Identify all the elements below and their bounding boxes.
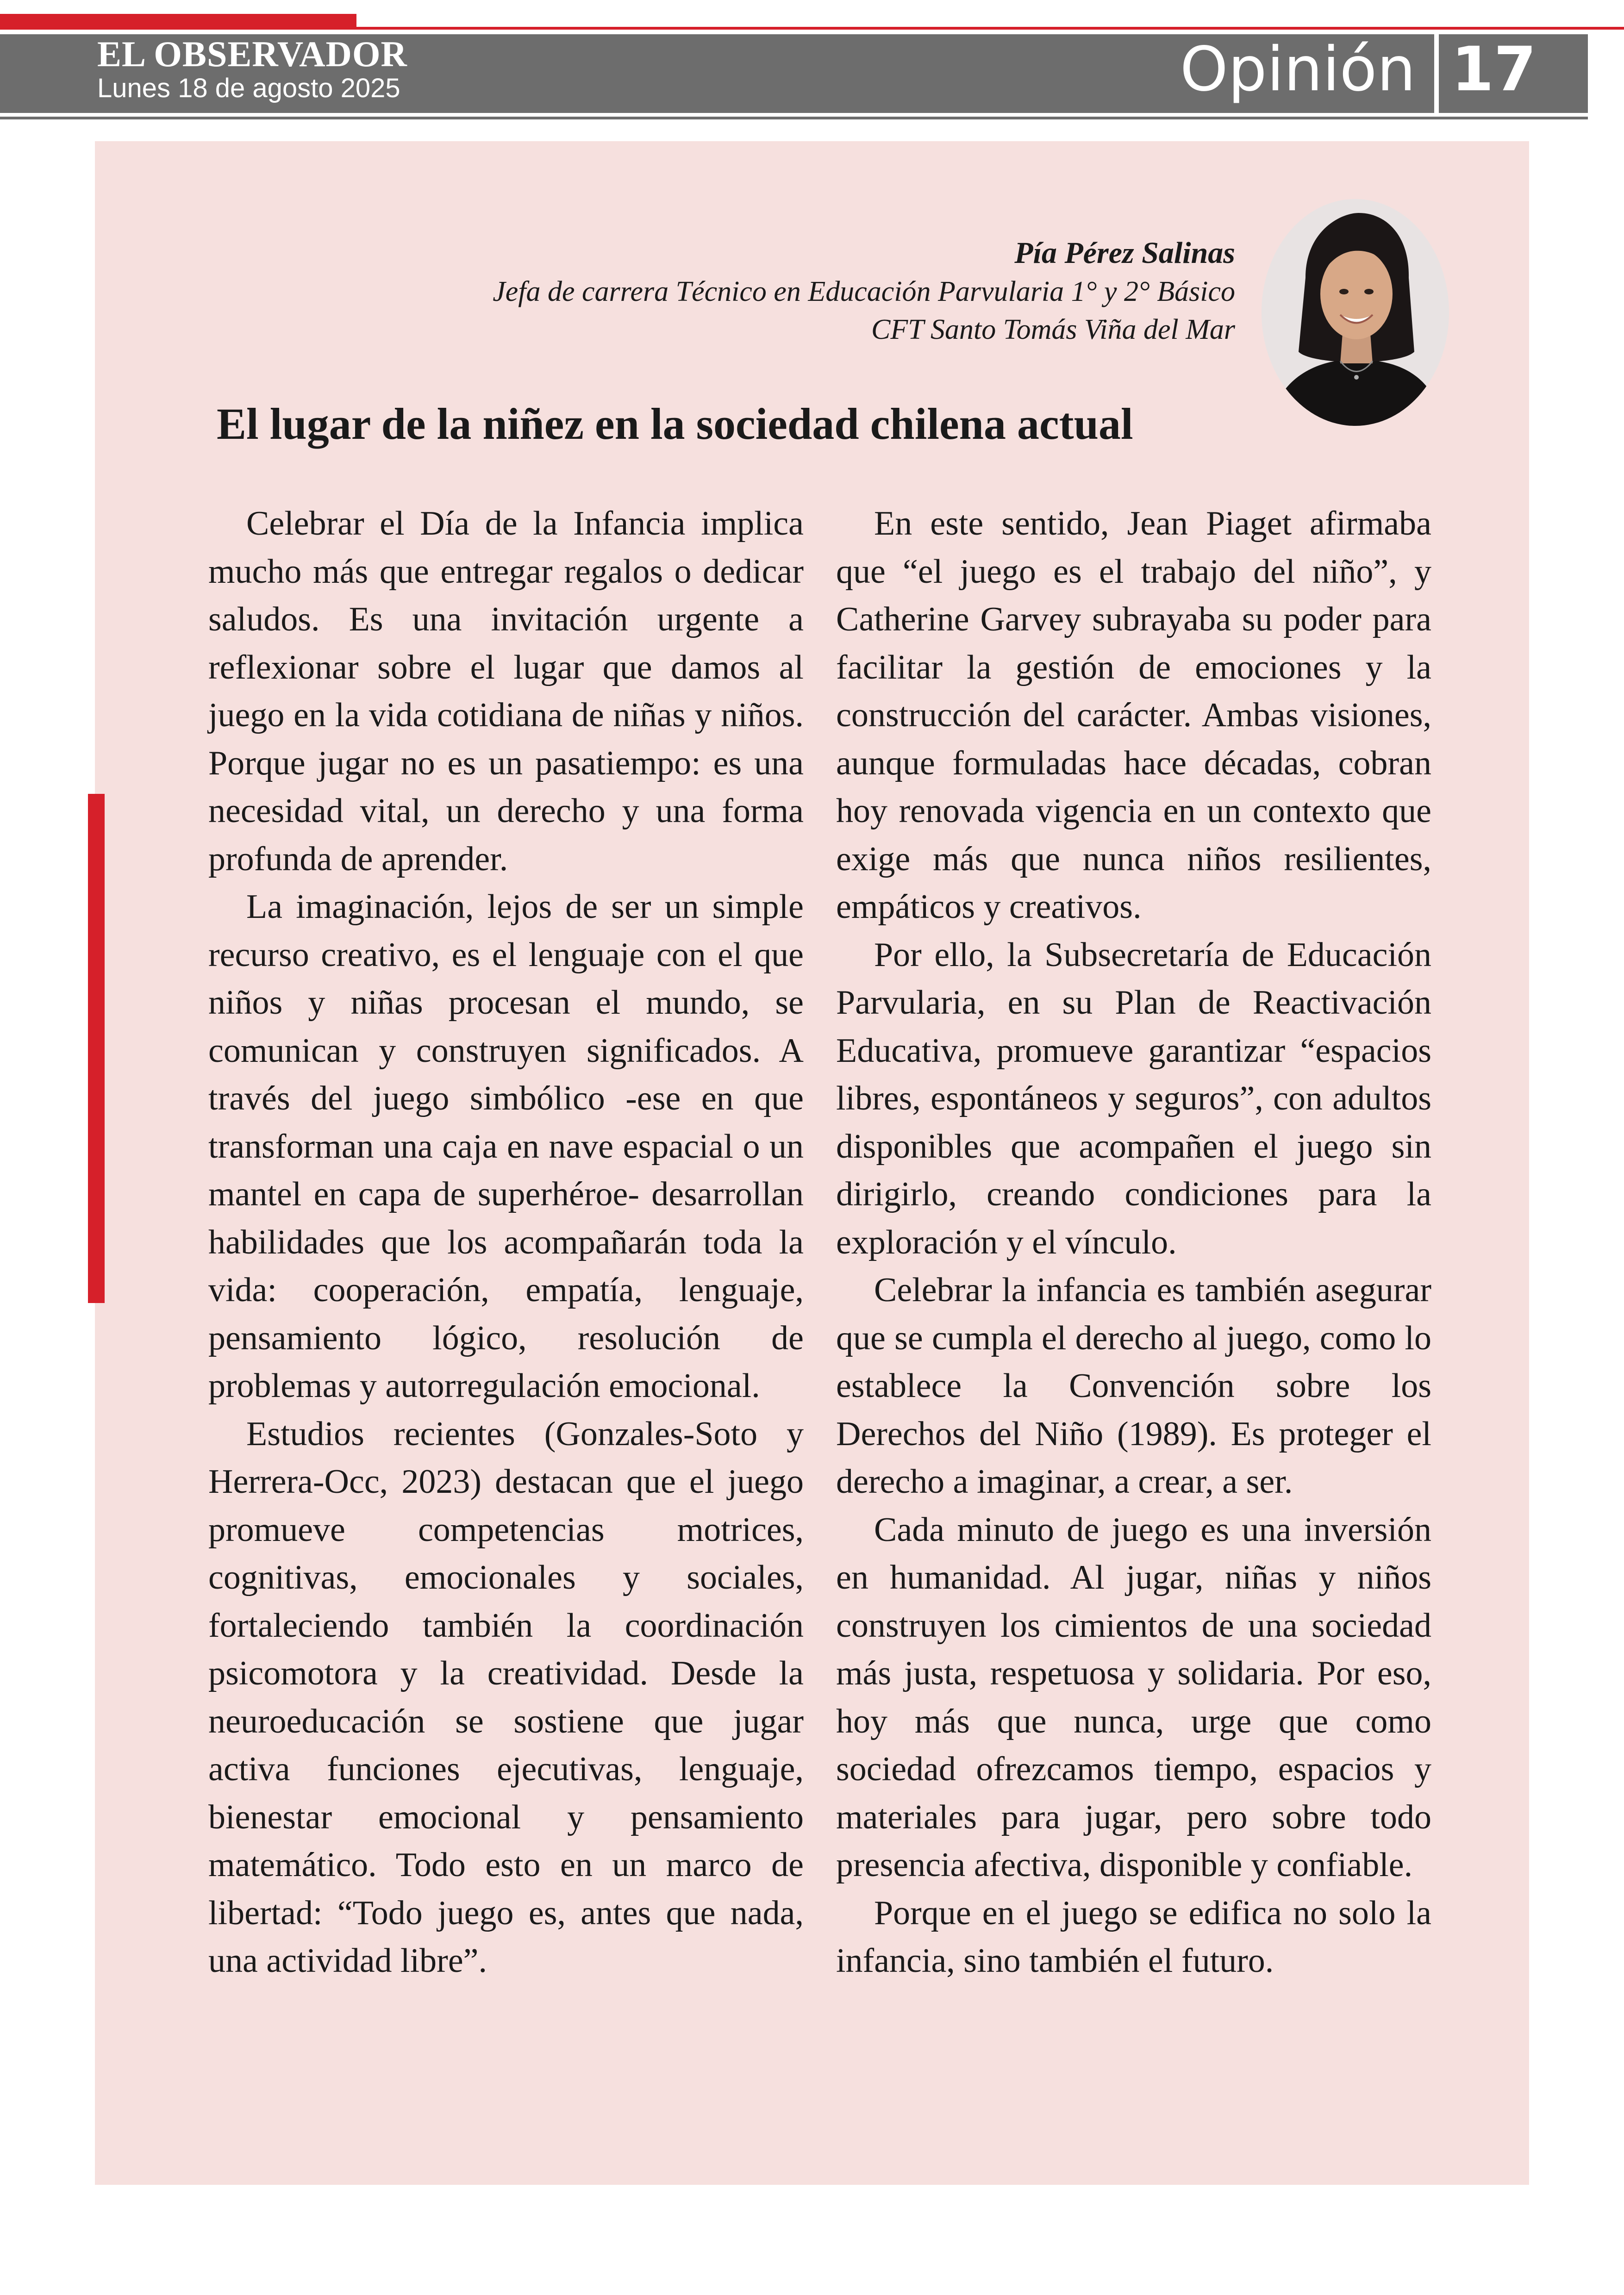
header-divider — [1434, 34, 1439, 113]
article-paragraph: Por ello, la Subsecretaría de Educación Parvularia, en su Plan de Reactivación Educativa, promueve garantizar “espacios libres, espontáneos y seguros”, con adultos disponibles que acompañen el juego sin dirigirlo, creando condiciones para la exploración y el vínculo. — [836, 935, 1431, 1261]
article-paragraph: Celebrar el Día de la Infancia implica mucho más que entregar regalos o dedicar saludos. Es una invitación urgente a reflexionar sobre el lugar que damos al juego en la vida cotidiana de niñas y niños. Porque jugar no es un pasatiempo: es una necesidad vital, un derecho y una forma profunda de aprender. — [208, 505, 804, 878]
section-title: Opinión — [1180, 34, 1416, 105]
article-paragraph: Porque en el juego se edifica no solo la infancia, sino también el futuro. — [836, 1894, 1431, 1980]
article-title: El lugar de la niñez en la sociedad chilena actual — [217, 399, 1133, 449]
author-role: Jefa de carrera Técnico en Educación Parvularia 1° y 2° Básico — [493, 276, 1235, 307]
article-paragraph: Celebrar la infancia es también asegurar que se cumpla el derecho al juego, como lo establece la Convención sobre los Derechos del Niño (1989). Es proteger el derecho a imaginar, a crear, a ser. — [836, 1271, 1431, 1501]
article-side-accent — [88, 794, 105, 1303]
article-paragraph: La imaginación, lejos de ser un simple recurso creativo, es el lenguaje con el que niños y niñas procesan el mundo, se comunican y construyen significados. A través del juego simbólico -ese en que transforman una caja en nave espacial o un mantel en capa de superhéroe- desarrollan habilidades que los acompañarán toda la vida: cooperación, empatía, lenguaje, pensamiento lógico, resolución de problemas y autorregulación emocional. — [208, 888, 804, 1405]
article-paragraph: Cada minuto de juego es una inversión en humanidad. Al jugar, niñas y niños construyen los cimientos de una sociedad más justa, respetuosa y solidaria. Por eso, hoy más que nunca, urge que como sociedad ofrezcamos tiempo, espacios y materiales para jugar, pero sobre todo presencia afectiva, disponible y confiable. — [836, 1510, 1431, 1884]
publication-date: Lunes 18 de agosto 2025 — [97, 73, 400, 103]
article-paragraph: Estudios recientes (Gonzales-Soto y Herrera-Occ, 2023) destacan que el juego promueve competencias motrices, cognitivas, emocionales y sociales, fortaleciendo también la coordinación psicomotora y la creatividad. Desde la neuroeducación se sostiene que jugar activa funciones ejecutivas, lenguaje, bienestar emocional y pensamiento matemático. Todo esto en un marco de libertad: “Todo juego es, antes que nada, una actividad libre”. — [208, 1415, 804, 1980]
author-photo — [1262, 199, 1449, 426]
author-institution: CFT Santo Tomás Viña del Mar — [871, 314, 1235, 345]
page-number: 17 — [1451, 34, 1537, 105]
article-paragraph: En este sentido, Jean Piaget afirmaba que “el juego es el trabajo del niño”, y Catherine Garvey subrayaba su poder para facilitar la gestión de emociones y la construcción del carácter. Ambas visiones, aunque formuladas hace décadas, cobran hoy renovada vigencia en un contexto que exige más que nunca niños resilientes, empáticos y creativos. — [836, 505, 1431, 926]
header-red-accent-bar — [0, 14, 356, 28]
author-name: Pía Pérez Salinas — [1014, 236, 1235, 270]
article-column-left — [208, 500, 804, 1985]
header-top-rule — [0, 27, 1624, 30]
publication-name: EL OBSERVADOR — [97, 34, 407, 74]
author-byline — [493, 234, 1235, 349]
header-bottom-rule — [0, 117, 1588, 119]
article-column-right — [836, 500, 1431, 1985]
